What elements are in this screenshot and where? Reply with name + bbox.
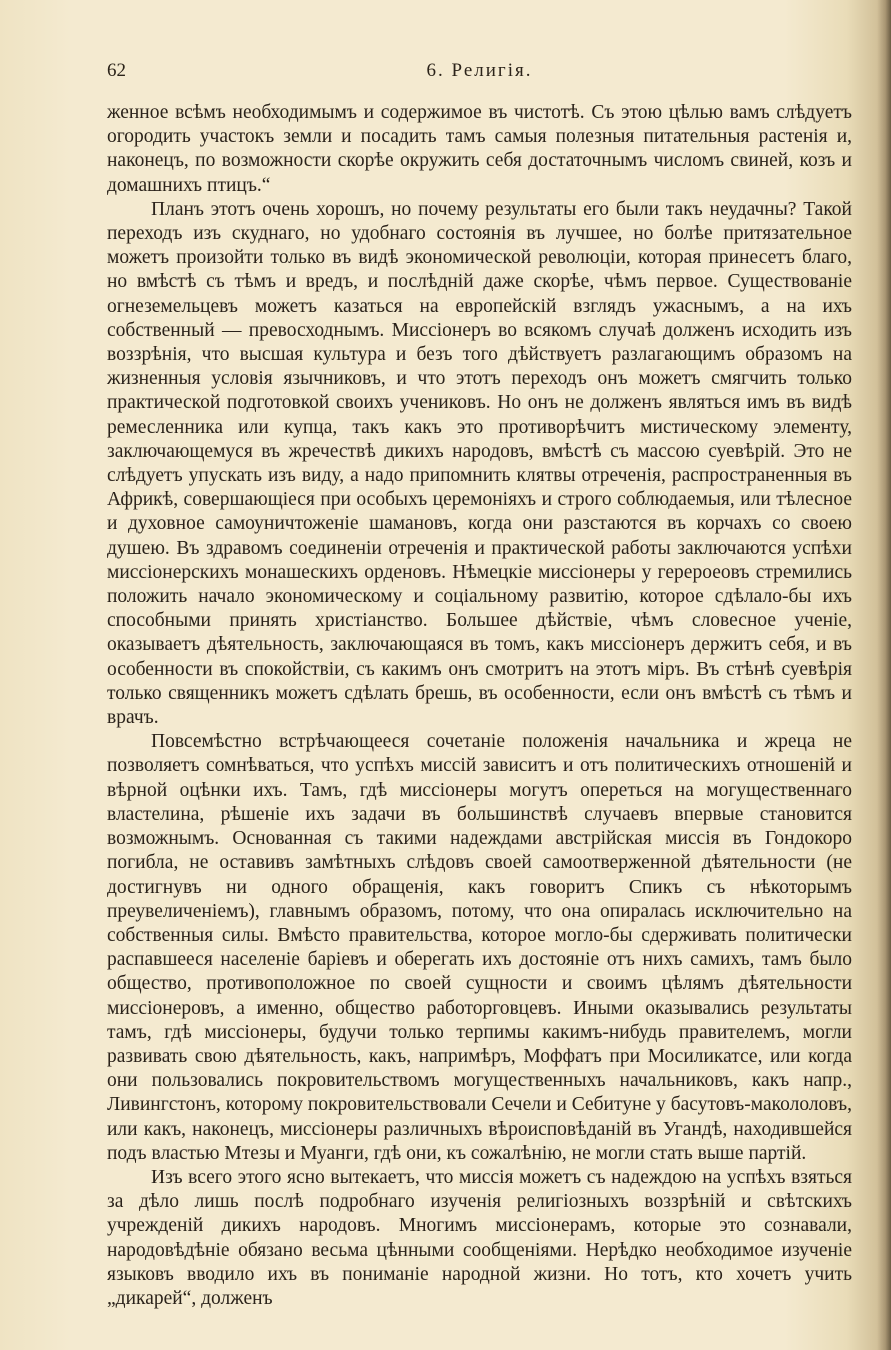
paragraph: Изъ всего этого ясно вытекаетъ, что миссія можетъ съ надеждою на успѣхъ взяться за дѣло лишь послѣ подробнаго изученія религіозныхъ воззрѣній и свѣтскихъ учрежденій дикихъ народовъ. Многимъ миссіонерамъ, которые это сознавали, народовѣдѣніе обязано весьма цѣнными сообщеніями. Нерѣдко необходимое изученіе языковъ вводило ихъ въ пониманіе народной жизни. Но тотъ, кто хочетъ учить „дикарей“, долженъ: [107, 1166, 852, 1309]
paragraph: Повсемѣстно встрѣчающееся сочетаніе положенія начальника и жреца не позволяетъ сомнѣваться, что успѣхъ миссій зависитъ и отъ политическихъ отношеній и вѣрной оцѣнки ихъ. Тамъ, гдѣ миссіонеры могутъ опереться на могущественнаго властелина, рѣшеніе ихъ задачи въ большинствѣ случаевъ впервые становится возможнымъ. Основанная съ такими надеждами австрійская миссія въ Гондокоро погибла, не оставивъ замѣтныхъ слѣдовъ своей самоотверженной дѣятельности (не достигнувъ ни одного обращенія, какъ говоритъ Спикъ съ нѣкоторымъ преувеличеніемъ), главнымъ образомъ, потому, что она опиралась исключительно на собственныя силы. Вмѣсто правительства, которое могло-бы сдерживать политически распавшееся населеніе баріевъ и оберегать ихъ достояніе отъ нихъ самихъ, тамъ было общество, противоположное по своей сущности и своимъ цѣлямъ дѣятельности миссіонеровъ, а именно, общество работорговцевъ. Иными оказывались результаты тамъ, гдѣ миссіонеры, будучи только терпимы какимъ-нибудь правителемъ, могли развивать свою дѣятельность, какъ, напримѣръ, Моффатъ при Мосиликатсе, или когда они пользовались покровительствомъ могущественныхъ начальниковъ, какъ напр., Ливингстонъ, которому покровительствовали Сечели и Себитуне у басутовъ-макололовъ, или какъ, наконецъ, миссіонеры различныхъ вѣроисповѣданій въ Угандѣ, находившейся подъ властью Мтезы и Муанги, гдѣ они, къ сожалѣнію, не могли стать выше партій.: [107, 731, 852, 1164]
paragraph-continued: женное всѣмъ необходимымъ и содержимое въ чистотѣ. Съ этою цѣлью вамъ слѣдуетъ огородить участокъ земли и посадить тамъ самыя полезныя питательныя растенія и, наконецъ, по возможности скорѣе окружить себя достаточнымъ числомъ свиней, козъ и домашнихъ птицъ.“: [107, 102, 852, 196]
body-text: [107, 101, 852, 1311]
running-head: 6. Религія.: [426, 60, 533, 81]
page-edge-shadow: [877, 0, 891, 1350]
page-header: [107, 60, 852, 86]
paragraph: Планъ этотъ очень хорошъ, но почему результаты его были такъ неудачны? Такой переходъ изъ скуднаго, но удобнаго состоянія въ лучшее, но болѣе притязательное можетъ произойти только въ видѣ экономической революціи, которая принесетъ благо, но вмѣстѣ съ тѣмъ и вредъ, и послѣдній даже скорѣе, чѣмъ первое. Существованіе огнеземельцевъ можетъ казаться на европейскій взглядъ ужаснымъ, а на ихъ собственный — превосходнымъ. Миссіонеръ во всякомъ случаѣ долженъ исходить изъ воззрѣнія, что высшая культура и безъ того дѣйствуетъ разлагающимъ образомъ на жизненныя условія язычниковъ, и что этотъ переходъ онъ можетъ смягчить только практической подготовкой своихъ учениковъ. Но онъ не долженъ являться имъ въ видѣ ремесленника или купца, такъ какъ это противорѣчитъ мистическому элементу, заключающемуся въ жречествѣ дикихъ народовъ, вмѣстѣ съ массою суевѣрій. Это не слѣдуетъ упускать изъ виду, а надо припомнить клятвы отреченія, распространенныя въ Африкѣ, совершающіеся при особыхъ церемоніяхъ и строго соблюдаемыя, или тѣлесное и духовное самоуничтоженіе шамановъ, когда они разстаются въ корчахъ со своею душею. Въ здравомъ соединеніи отреченія и практической работы заключаются успѣхи миссіонерскихъ монашескихъ орденовъ. Нѣмецкіе миссіонеры у герероеовъ стремились положить начало экономическому и соціальному развитію, которое сдѣлало-бы ихъ способными принять христіанство. Большее дѣйствіе, чѣмъ словесное ученіе, оказываетъ дѣятельность, заключающаяся въ томъ, какъ миссіонеръ держитъ себя, и въ особенности въ спокойствіи, съ какимъ онъ смотритъ на этотъ міръ. Въ стѣнѣ суевѣрія только священникъ можетъ сдѣлать брешь, въ особенности, если онъ вмѣстѣ съ тѣмъ и врачъ.: [107, 198, 852, 729]
page-number: 62: [107, 60, 126, 81]
